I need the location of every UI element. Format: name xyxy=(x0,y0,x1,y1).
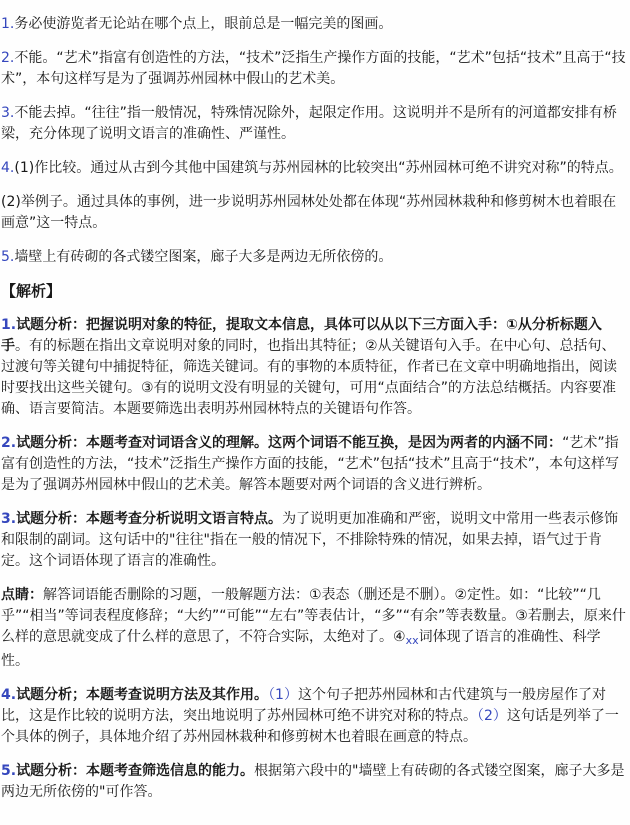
answer-2 xyxy=(1,48,628,90)
analysis-5-lead: 试题分析：本题考查筛选信息的能力。 xyxy=(16,763,255,779)
answer-4-part1 xyxy=(1,158,628,179)
answer-4-part2-text: (2)举例子。通过具体的事例，进一步说明苏州园林处处都在体现“苏州园林栽种和修剪树木也着眼在画意”这一特点。 xyxy=(1,194,617,231)
analysis-tips xyxy=(1,585,628,672)
answer-4-part2 xyxy=(1,192,628,234)
answer-4-number: 4. xyxy=(1,160,15,176)
analysis-2-number: 2. xyxy=(1,435,17,451)
analysis-3 xyxy=(1,509,628,572)
analysis-4-item2-number: （2） xyxy=(477,708,507,724)
analysis-tips-placeholder-xx: xx xyxy=(405,634,419,647)
answer-1 xyxy=(1,14,628,35)
analysis-2 xyxy=(1,433,628,496)
analysis-tips-lead: 点睛： xyxy=(1,587,43,603)
answer-5 xyxy=(1,247,628,268)
answer-3-text: 不能去掉。“往往”指一般情况，特殊情况除外，起限定作用。这说明并不是所有的河道都安排有桥梁，充分体现了说明文语言的准确性、严谨性。 xyxy=(1,105,617,142)
analysis-header: 【解析】 xyxy=(1,282,62,300)
analysis-1-text: 。有的标题在指出文章说明对象的同时，也指出其特征；②从关键语句入手。在中心句、总括句、过渡句等关键句中捕捉特征，筛选关键词。有的事物的本质特征，作者已在文章中明确地指出，阅读时要找出这些关键句。③有的说明文没有明显的关键句，可用“点面结合”的方法总结概括。内容要准确、语言要简洁。本题要筛选出表明苏州园林特点的关键语句作答。 xyxy=(1,338,617,417)
answer-2-number: 2. xyxy=(1,50,15,66)
analysis-5-number: 5. xyxy=(1,763,17,779)
answer-5-number: 5. xyxy=(1,249,15,265)
analysis-1-lead: 试题分析：把握说明对象的特征，提取文本信息，具体可以从以下三方面入手：①从分析标题入手 xyxy=(1,317,602,354)
analysis-3-text: 为了说明更加准确和严密，说明文中常用一些表示修饰和限制的副词。这句话中的"往往"指在一般的情况下，不排除特殊的情况，如果去掉，语气过于肯定。这个词语体现了语言的准确性。 xyxy=(1,511,619,569)
analysis-3-number: 3. xyxy=(1,511,17,527)
analysis-5 xyxy=(1,761,628,803)
analysis-5-text: 根据第六段中的"墙壁上有砖砌的各式镂空图案，廊子大多是两边无所依傍的"可作答。 xyxy=(1,763,625,800)
analysis-4-item1-text: 这个句子把苏州园林和古代建筑与一般房屋作了对比，这是作比较的说明方法，突出地说明了苏州园林可绝不讲究对称的特点。 xyxy=(1,687,606,724)
analysis-tips-tail: 词体现了语言的准确性、科学性。 xyxy=(1,629,601,669)
analysis-3-lead: 试题分析：本题考查分析说明文语言特点。 xyxy=(16,511,283,527)
answer-3 xyxy=(1,103,628,145)
answer-4-part1-text: (1)作比较。通过从古到今其他中国建筑与苏州园林的比较突出“苏州园林可绝不讲究对称”的特点。 xyxy=(14,160,623,176)
analysis-4-item1-number: （1） xyxy=(268,687,298,703)
analysis-1-number: 1. xyxy=(1,317,17,333)
analysis-tips-text: 解答词语能否删除的习题，一般解题方法：①表态（删还是不删）。②定性。如：“比较”“几乎”“相当”等词表程度修辞；“大约”“可能”“左右”等表估计，“多”“有余”等表数量。③若删去，原来什么样的意思就变成了什么样的意思了，不符合实际，太绝对了。④ xyxy=(1,587,626,645)
analysis-4-item2-text: 这句话是列举了一个具体的例子，具体地介绍了苏州园林栽种和修剪树木也着眼在画意的特点。 xyxy=(1,708,619,745)
analysis-4-lead: 试题分析；本题考查说明方法及其作用。 xyxy=(16,687,269,703)
answer-1-number: 1. xyxy=(1,16,15,32)
analysis-4-number: 4. xyxy=(1,687,17,703)
analysis-2-lead: 试题分析：本题考查对词语含义的理解。这两个词语不能互换，是因为两者的内涵不同： xyxy=(16,435,563,451)
analysis-2-text: “艺术”指富有创造性的方法，“技术”泛指生产操作方面的技能，“艺术”包括“技术”且高于“技术”，本句这样写是为了强调苏州园林中假山的艺术美。解答本题要对两个词语的含义进行辨析。 xyxy=(1,435,620,493)
answer-1-text: 务必使游览者无论站在哪个点上，眼前总是一幅完美的图画。 xyxy=(14,16,393,32)
answer-5-text: 墙壁上有砖砌的各式镂空图案，廊子大多是两边无所依傍的。 xyxy=(14,249,393,265)
analysis-4 xyxy=(1,685,628,748)
answer-3-number: 3. xyxy=(1,105,15,121)
answer-2-text: 不能。“艺术”指富有创造性的方法，“技术”泛指生产操作方面的技能，“艺术”包括“技术”且高于“技术”，本句这样写是为了强调苏州园林中假山的艺术美。 xyxy=(1,50,626,87)
analysis-1 xyxy=(1,315,628,420)
